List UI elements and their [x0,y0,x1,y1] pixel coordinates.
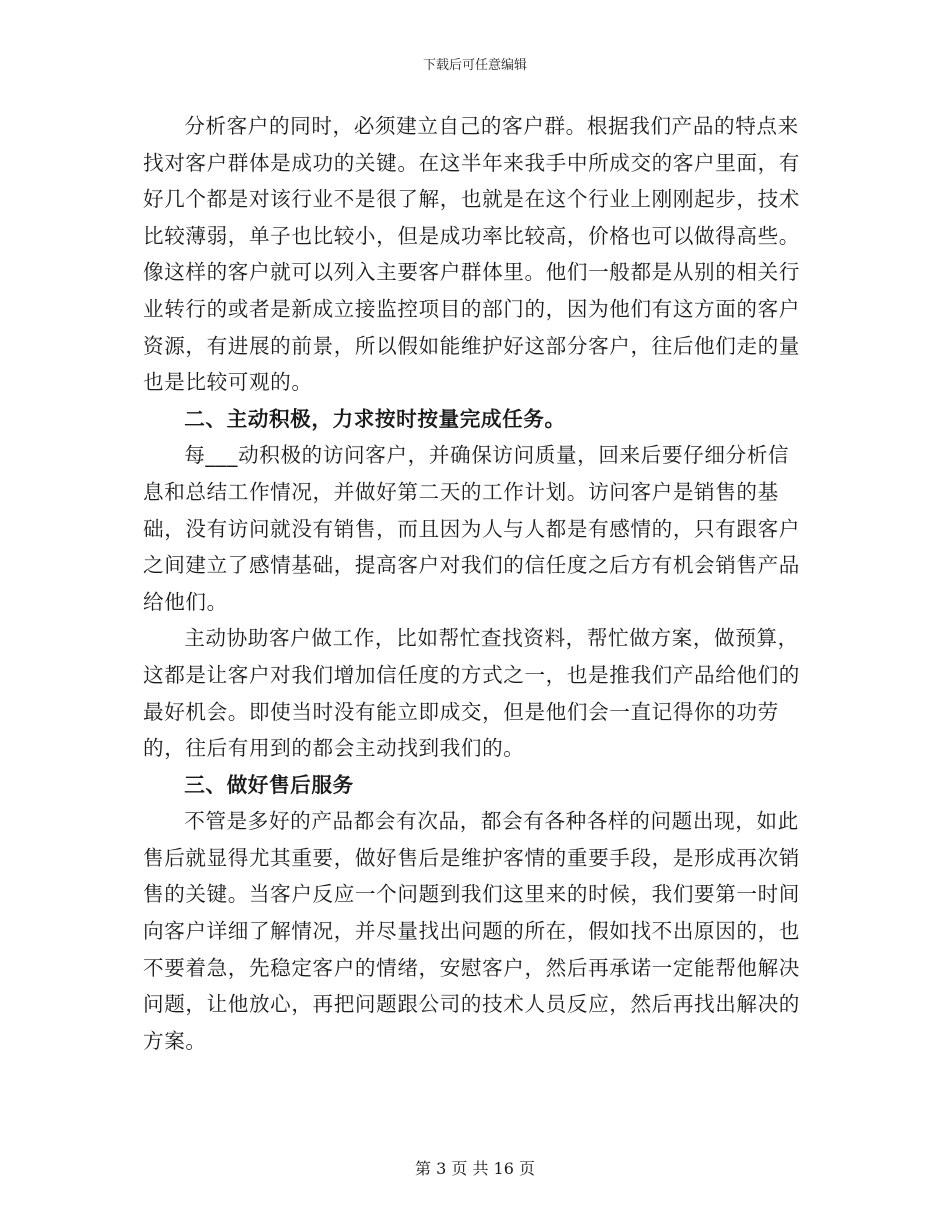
heading-section-2: 二、主动积极，力求按时按量完成任务。 [184,406,566,431]
heading-section-3: 三、做好售后服务 [184,772,354,797]
document-body [143,108,805,1059]
paragraph-after-sales: 不管是多好的产品都会有次品，都会有各种各样的问题出现，如此售后就显得尤其重要，做好售后是维护客情的重要手段，是形成再次销售的关键。当客户反应一个问题到我们这里来的时候，我们要第一时间向客户详细了解情况，并尽量找出问题的所在，假如找不出原因的，也不要着急，先稳定客户的情绪，安慰客户，然后再承诺一定能帮他解决问题，让他放心，再把问题跟公司的技术人员反应，然后再找出解决的方案。 [143,809,801,1053]
paragraph-assist-customers: 主动协助客户做工作，比如帮忙查找资料，帮忙做方案，做预算，这都是让客户对我们增加信任度的方式之一，也是推我们产品给他们的最好机会。即使当时没有能立即成交，但是他们会一直记得你的功劳的，往后有用到的都会主动找到我们的。 [143,626,801,761]
page-header-note: 下载后可任意编辑 [422,58,527,73]
page-number: 第 3 页 共 16 页 [415,1159,535,1178]
paragraph-visit-customers: 每___动积极的访问客户，并确保访问质量，回来后要仔细分析信息和总结工作情况，并做好第二天的工作计划。访问客户是销售的基础，没有访问就没有销售，而且因为人与人都是有感情的，只有跟客户之间建立了感情基础，提高客户对我们的信任度之后方有机会销售产品给他们。 [143,443,801,614]
paragraph-customer-group: 分析客户的同时，必须建立自己的客户群。根据我们产品的特点来找对客户群体是成功的关键。在这半年来我手中所成交的客户里面，有好几个都是对该行业不是很了解，也就是在这个行业上刚刚起步，技术比较薄弱，单子也比较小，但是成功率比较高，价格也可以做得高些。像这样的客户就可以列入主要客户群体里。他们一般都是从别的相关行业转行的或者是新成立接监控项目的部门的，因为他们有这方面的客户资源，有进展的前景，所以假如能维护好这部分客户，往后他们走的量也是比较可观的。 [143,114,801,395]
